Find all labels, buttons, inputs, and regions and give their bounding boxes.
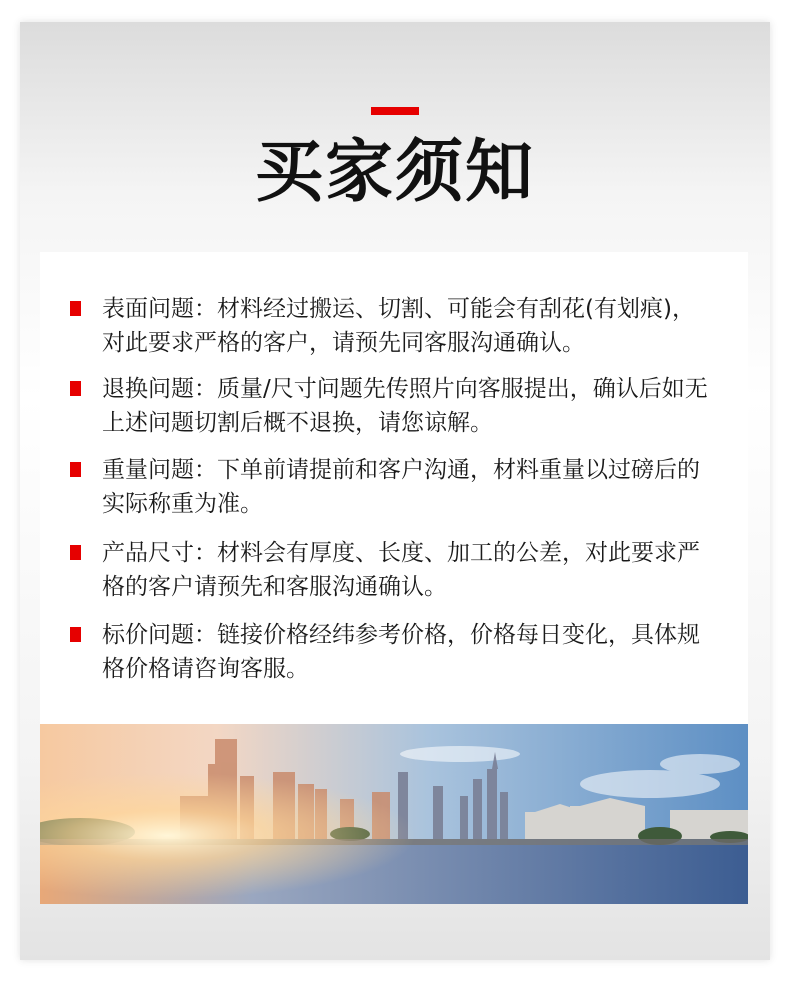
notice-item: [72, 292, 708, 360]
notice-text: 退换问题：质量/尺寸问题先传照片向客服提出，确认后如无上述问题切割后概不退换，请您谅解。: [102, 376, 708, 436]
notice-item: [72, 372, 708, 440]
notice-text: 表面问题：材料经过搬运、切割、可能会有刮花(有划痕)，对此要求严格的客户，请预先同客服沟通确认。: [102, 296, 695, 356]
city-skyline-photo: [40, 724, 748, 904]
title-accent-bar: [371, 107, 419, 115]
page-title: 买家须知: [254, 133, 535, 212]
red-square-bullet-icon: [70, 462, 81, 477]
notice-text: 标价问题：链接价格经纬参考价格，价格每日变化，具体规格价格请咨询客服。: [102, 622, 700, 682]
red-square-bullet-icon: [70, 381, 81, 396]
notice-item: [72, 453, 708, 521]
notice-text: 产品尺寸：材料会有厚度、长度、加工的公差，对此要求严格的客户请预先和客服沟通确认。: [102, 540, 700, 600]
notice-panel: [40, 252, 748, 724]
red-square-bullet-icon: [70, 545, 81, 560]
red-square-bullet-icon: [70, 301, 81, 316]
notice-item: [72, 536, 708, 604]
red-square-bullet-icon: [70, 627, 81, 642]
notice-item: [72, 618, 708, 686]
notice-text: 重量问题：下单前请提前和客户沟通，材料重量以过磅后的实际称重为准。: [102, 457, 700, 517]
